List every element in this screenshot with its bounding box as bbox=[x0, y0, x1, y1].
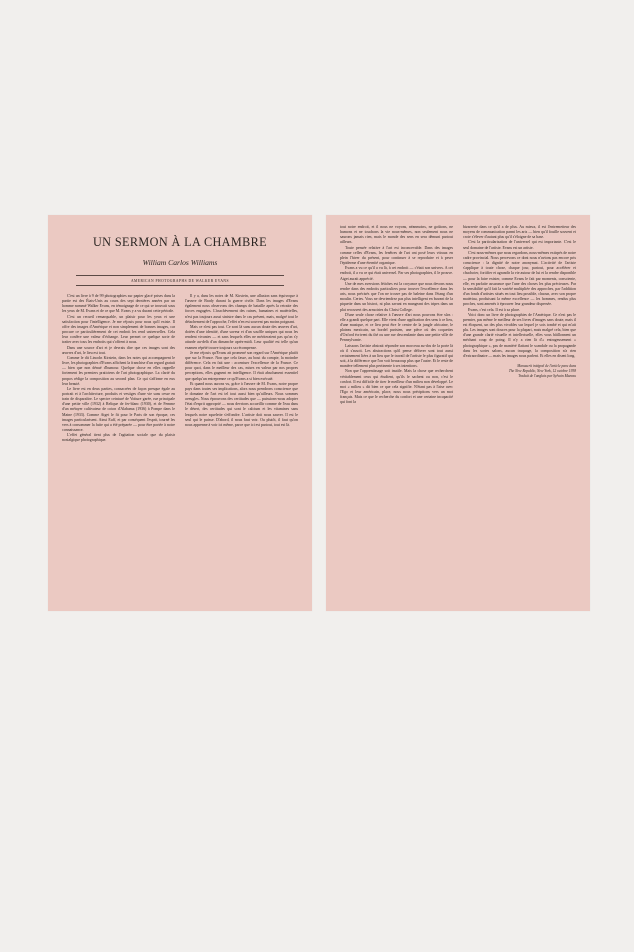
paragraph: Toute pensée relative à l'art est inconcevable. Dans des images comme celles d'Evans, les fenêtres de l'art ont posé leurs vitraux en plein l'hiver du présent, pour continuer à se reproduire et à peser l'épiderme d'une éternité organique. bbox=[340, 245, 453, 266]
paragraph: L'effet général tient plus de l'agitation sociale que du plaisir nostalgique photographique. bbox=[62, 433, 175, 443]
paragraph: C'est la particularisation de l'universel qui est importante. C'est le seul domaine de l'artiste. Evans est un artiste. bbox=[463, 240, 576, 250]
paragraph: tout notre endroit, et il nous ne voyons, néanmoins, ne goûtons, ne humons et ne touchons la vie nous-mêmes, non seulement nous ne saurons jamais rien, mais le monde des sens en sera démuni partout ailleurs. bbox=[340, 225, 453, 245]
paragraph: Mais ce n'est pas tout. Ce sont là sans aucun doute des œuvres d'art, dotées d'une identité, d'une saveur et d'un souffle uniques qui nous les rendent vivantes — et sans lesquels elles ne mériteraient pas qu'on s'y attarde au-delà d'un dimanche après-midi. Leur qualité est telle qu'un examen répété trouve toujours sa récompense. bbox=[185, 324, 298, 350]
left-page bbox=[48, 215, 312, 611]
paragraph: Evans a vu ce qu'il a vu là, à cet endroit — c'était son univers. A cet endroit, il a vu ce qui était universel. Par ses photographies, il le prouve. Atget aurait apprécié. bbox=[340, 266, 453, 281]
source-note-line: Manuscrit intégral de l'article paru dans bbox=[517, 364, 576, 369]
bottom-rule bbox=[76, 285, 284, 286]
paragraph: Comme le dit Lincoln Kirstein, dans les notes qui accompagnent le livre, les photographies d'Evans affichent la franchise d'un regard gratuit — bien que non dénué d'humour. Quelque chose en elles rappelle fortement les premiers praticiens de l'art photographique. La clarté du propos rédige la composition au second plan. Ce qui s'affirme en eux leur beauté. bbox=[62, 355, 175, 386]
paragraph: C'est un livre à 9 de 99 photographies sur papier glacé prises dans la partie est des États-Unis au cours des sept dernières années par un homme nommé Walker Evans, en témoignage de ce qui se trouvait sous les yeux de M. Evans et de ce que M. Evans y a vu durant cette période. bbox=[62, 294, 175, 314]
article-kicker: AMERICAN PHOTOGRAPHS DE WALKER EVANS bbox=[130, 278, 230, 283]
paragraph: Dans une source d'art et je devrais dire que ces images sont des œuvres d'art, le lieu est tout. bbox=[62, 345, 175, 355]
source-note-line: The New Republic, New York, 12 octobre 1938 bbox=[508, 368, 576, 373]
paragraph: D'une seule chose relative à l'œuvre d'art nous pouvons être sûrs : elle a grandi quelque part. Elle vient d'une application des sens à ce lieu, d'une musique, et ce lieu peut être le centre de la jungle africaine, le plateau mexicain, un bordel parisien, une pièce où des coquettes d'Oxford écrivent du thé ou une rue descendante dans une petite ville de Pennsylvanie. bbox=[340, 312, 453, 343]
paragraph: bizarrerie dans ce qu'il a de plus. Au mieux, il est l'entremetteur des moyens de communication parmi les arts — bien qu'il fouille souvent et croie s'élever d'autant plus qu'il s'éloigne de sa base. bbox=[463, 225, 576, 240]
left-page-columns bbox=[62, 294, 298, 444]
top-rule bbox=[76, 275, 284, 276]
paragraph: C'est un recueil remarquable, un plaisir pour les yeux et une satisfaction pour l'intelligence. Je me réjouis pour nous qu'il existe. Il offre des images d'Amérique et non simplement de bonnes images, car procure ce particulièrement de cet endroit les rend universelles. Cela leur confère une valeur d'échange. Leur permet ce quelque sorte de traiter avec tous les endroits qui s'offrent à nous. bbox=[62, 314, 175, 345]
right-column-2 bbox=[463, 225, 576, 405]
right-page bbox=[326, 215, 590, 611]
source-note-line: Traduit de l'anglais par Sylvain Mazeau bbox=[518, 373, 576, 378]
paragraph: Et quand nous aurons vu, grâce à l'œuvre de M. Evans, notre propre pays dans toutes ses implications, alors nous prendrons conscience que le domaine de l'art est tel tout aussi bien qu'ailleurs. Nous sommes aveugles. Nous éprouvons des certitudes que — puissions-nous adopter l'état d'esprit approprié — nous devrions accueillir comme de l'eau dans le désert, des certitudes qui sont le calcium et les vitamines sans lesquels notre squelette s'effondre. L'artiste doit nous sauver. Il est le seul qui le puisse. D'abord, il nous faut voir. Ou plutôt, il faut qu'on nous apprenne à voir ici même, parce que ici est partout, tout est là. bbox=[185, 381, 298, 427]
paragraph: Le livre est en deux parties, consacrées de façon presque égale au portrait et à l'architecture, produits et vestiges d'une vie sans cesse en train de disparaître. Le spectre ceinturé de Voiture garée, rue principale d'une petite ville (1932) à Relique de fer-blanc (1930), et de Femme d'un métayer cultivateur de coton d'Alabama (1936) à Pompe dans le Maine (1933). Comme Atget le fit pour le Paris de son époque, ces images particularisent. Ainsi Euff, et par conséquent l'esprit, tourné les vers à consommer la fuite qui a été préparée — pour être portée à notre connaissance. bbox=[62, 386, 175, 433]
left-column-1 bbox=[62, 294, 175, 444]
right-page-columns bbox=[340, 225, 576, 405]
left-column-2 bbox=[185, 294, 298, 444]
paragraph: Laissons l'artiste abstrait répondre son morceau au-dos de la porte là où il s'assoit. Les abstractions qu'il pense délivrer sont tout aussi certainement liées à un lieu que le travail de l'artiste le plus figuratif qui soit, à la différence que l'on voit beaucoup plus que l'autre. Et le reste de manière tellement plus pertinente à ses intentions. bbox=[340, 343, 453, 369]
paragraph: C'est nous-mêmes que nous regardons, nous-mêmes extirpés de notre cadre provincial. Nous percevons ce dont nous n'avions pas encore pris conscience : la dignité de notre anonymat. L'activité de l'artiste s'applique à toute chose, chaque jour, partout, pour accélérer et chuchoter, fortifier et agrandir la vie autour de lui et la rendre disponible — pour la faire exister, comme Evans le fait par moments, consciente, elle, en parfaite assurance que l'une des choses les plus précieuses. Par la sensibilité qu'il fait la variété multipliée des approches, par l'addition d'un fonds d'artistes situés en tout lieu possible, chacun, avec son propre matériau, produisant la même excellence — les hommes, rendus plus proches, sont amenés à éprouver leur grandeur dispersée. bbox=[463, 250, 576, 307]
article-title: UN SERMON À LA CHAMBRE bbox=[92, 235, 268, 249]
paragraph: Je me réjouis qu'Evans ait promené son regard sur l'Amérique plutôt que sur la France. Non que cela fasse, au bout du compte, la moindre différence. Cela en fait une : accentuer l'excellence de la France. Ce pour quoi, dans le meilleur des cas, mises en valeur par nos propres perceptions, elles gagnent en intelligence. Il était absolument essentiel que quelqu'un entreprenne ce qu'Evans a si bien exécuté. bbox=[185, 350, 298, 381]
paragraph: Evans, c'est cela. Il est à sa place. bbox=[468, 307, 521, 312]
article-author: William Carlos Williams bbox=[142, 258, 218, 267]
paragraph: Voici donc un livre de photographies de l'Amérique. Ce n'est pas le premier, pas même le meilleur de ses livres d'images sans doute, mais il est éloquent, un des plus vivables sur lequel je sois tombé et qui m'ait plu. Les images sont douces pour la plupart, mais malgré cela, bien que d'une grande clarté visuelle et intellectuelle, elles vous bâillonnent un méchant coup de poing. Il n'y a rien là d'« entrageusement » photographique », pas de maniéré flattant le scandale ou la propagande dans les sortes salons, aucun truquage, la composition n'a rien d'extraordinaire — mais les images nous parlent. Et elles en disent long. bbox=[463, 312, 576, 358]
paragraph: Une de mes aversions fétiches est la croyance que nous devons nous rendre dans des endroits particuliers pour trouver l'excellence dans les arts, nous précisés que l'on ne trouve pas de baleine dans l'étang d'un moulin. Certes. Vous ne devriendrez pas plus intelligent en buvant de la piquette dans un bistrot, ni plus savant en mangeant des tripes dans un plat recouvert des armoiries du Christ College. bbox=[340, 281, 453, 312]
paragraph: Il y a, dans les notes de M. Kirstein, une allusion sans équivoque à l'œuvre de Brady durant la guerre civile. Dans les images d'Evans également nous observons des champs de bataille après la retraite des forces engagées. L'inachèvement des ruines, humaines et matérielles, n'est pas toujours aussi sinistre dans le cas présent, mais, malgré tout le détachement de l'approche, l'effet n'en est souvent pas moins poignant. bbox=[185, 294, 298, 324]
source-note bbox=[463, 364, 576, 378]
paragraph: Non que l'apprentissage soit inutile. Mais la chose que recherchent véritablement ceux qui étudient, qu'ils le sachent ou non, c'est le confort. Il est difficile de tirer le meilleur d'un milieu non développé. Le mot « milieu » dit bien ce que cela signifie. N'étant pas à l'aise avec l'Ego et leur américain, place, nous nous précipitons vers un mot français. Mais ce que le recherche du confort et une certaine incapacité qui font la bbox=[340, 369, 453, 405]
right-column-1 bbox=[340, 225, 453, 405]
